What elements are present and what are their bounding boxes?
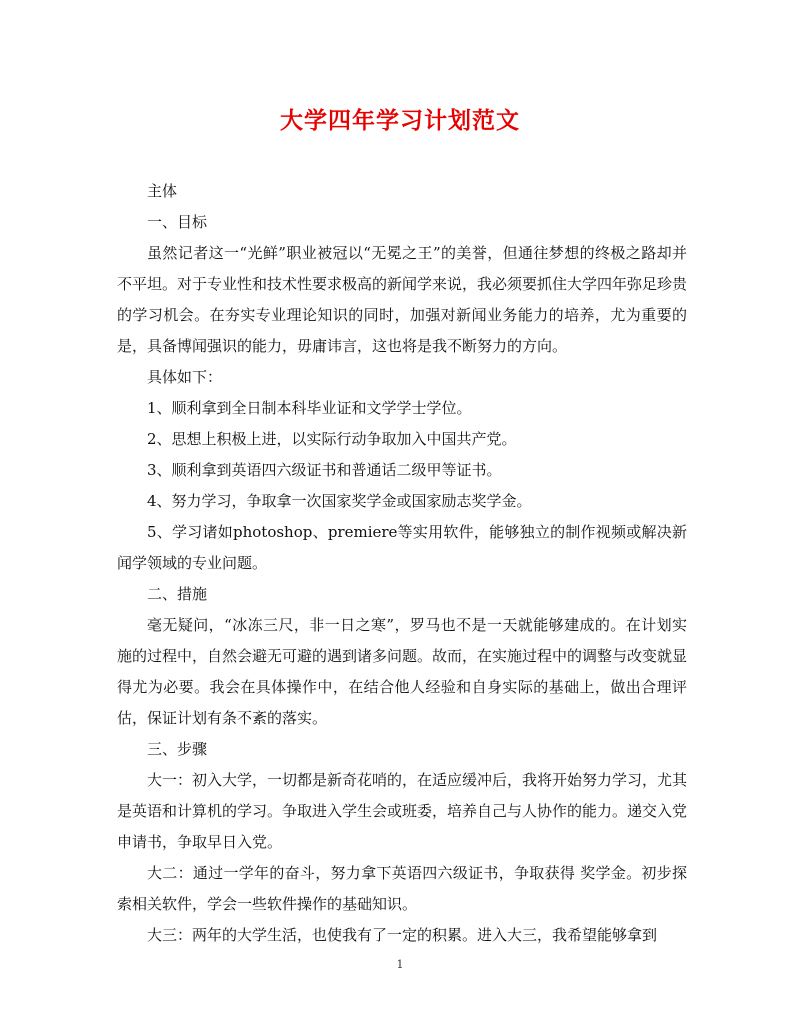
list-item-goal-2: 2、思想上积极上进，以实际行动争取加入中国共产党。 [147, 430, 517, 448]
page-number: 1 [396, 958, 404, 971]
paragraph-step-year-1: 大一：初入大学，一切都是新奇花哨的，在适应缓冲后，我将开始努力学习，尤其是英语和计算机的学习。争取进入学生会或班委，培养自己与人协作的能力。递交入党申请书，争取早日入党。 [117, 771, 688, 851]
paragraph-details-intro: 具体如下： [147, 368, 223, 386]
paragraph-step-year-2: 大二：通过一学年的奋斗，努力拿下英语四六级证书，争取获得 奖学金。初步探索相关软件，学会一些软件操作的基础知识。 [117, 864, 687, 913]
paragraph-section-steps: 三、步骤 [147, 740, 208, 758]
list-item-goal-1: 1、顺利拿到全日制本科毕业证和文学学士学位。 [147, 399, 472, 417]
list-item-goal-3: 3、顺利拿到英语四六级证书和普通话二级甲等证书。 [147, 461, 502, 479]
paragraph-section-measures: 二、措施 [147, 585, 208, 603]
paragraph-section-goals: 一、目标 [147, 213, 208, 231]
list-item-goal-5: 5、学习诸如photoshop、premiere等实用软件，能够独立的制作视频或解决新闻学领域的专业问题。 [117, 523, 687, 572]
list-item-goal-4: 4、努力学习，争取拿一次国家奖学金或国家励志奖学金。 [147, 492, 532, 510]
paragraph-main-heading: 主体 [147, 182, 178, 200]
document-title: 大学四年学习计划范文 [280, 107, 520, 134]
document-body [117, 176, 687, 951]
paragraph-step-year-3: 大三：两年的大学生活，也使我有了一定的积累。进入大三，我希望能够拿到 [147, 926, 658, 944]
paragraph-measures-text: 毫无疑问，“冰冻三尺，非一日之寒”，罗马也不是一天就能够建成的。在计划实施的过程中，自然会避无可避的遇到诸多问题。故而，在实施过程中的调整与改变就显得尤为必要。我会在具体操作中，在结合他人经验和自身实际的基础上，做出合理评估，保证计划有条不紊的落实。 [117, 616, 688, 727]
paragraph-goals-text: 虽然记者这一“光鲜”职业被冠以“无冕之王”的美誉，但通往梦想的终极之路却并不平坦。对于专业性和技术性要求极高的新闻学来说，我必须要抓住大学四年弥足珍贵的学习机会。在夯实专业理论知识的同时，加强对新闻业务能力的培养，尤为重要的是，具备博闻强识的能力，毋庸讳言，这也将是我不断努力的方向。 [117, 244, 688, 355]
